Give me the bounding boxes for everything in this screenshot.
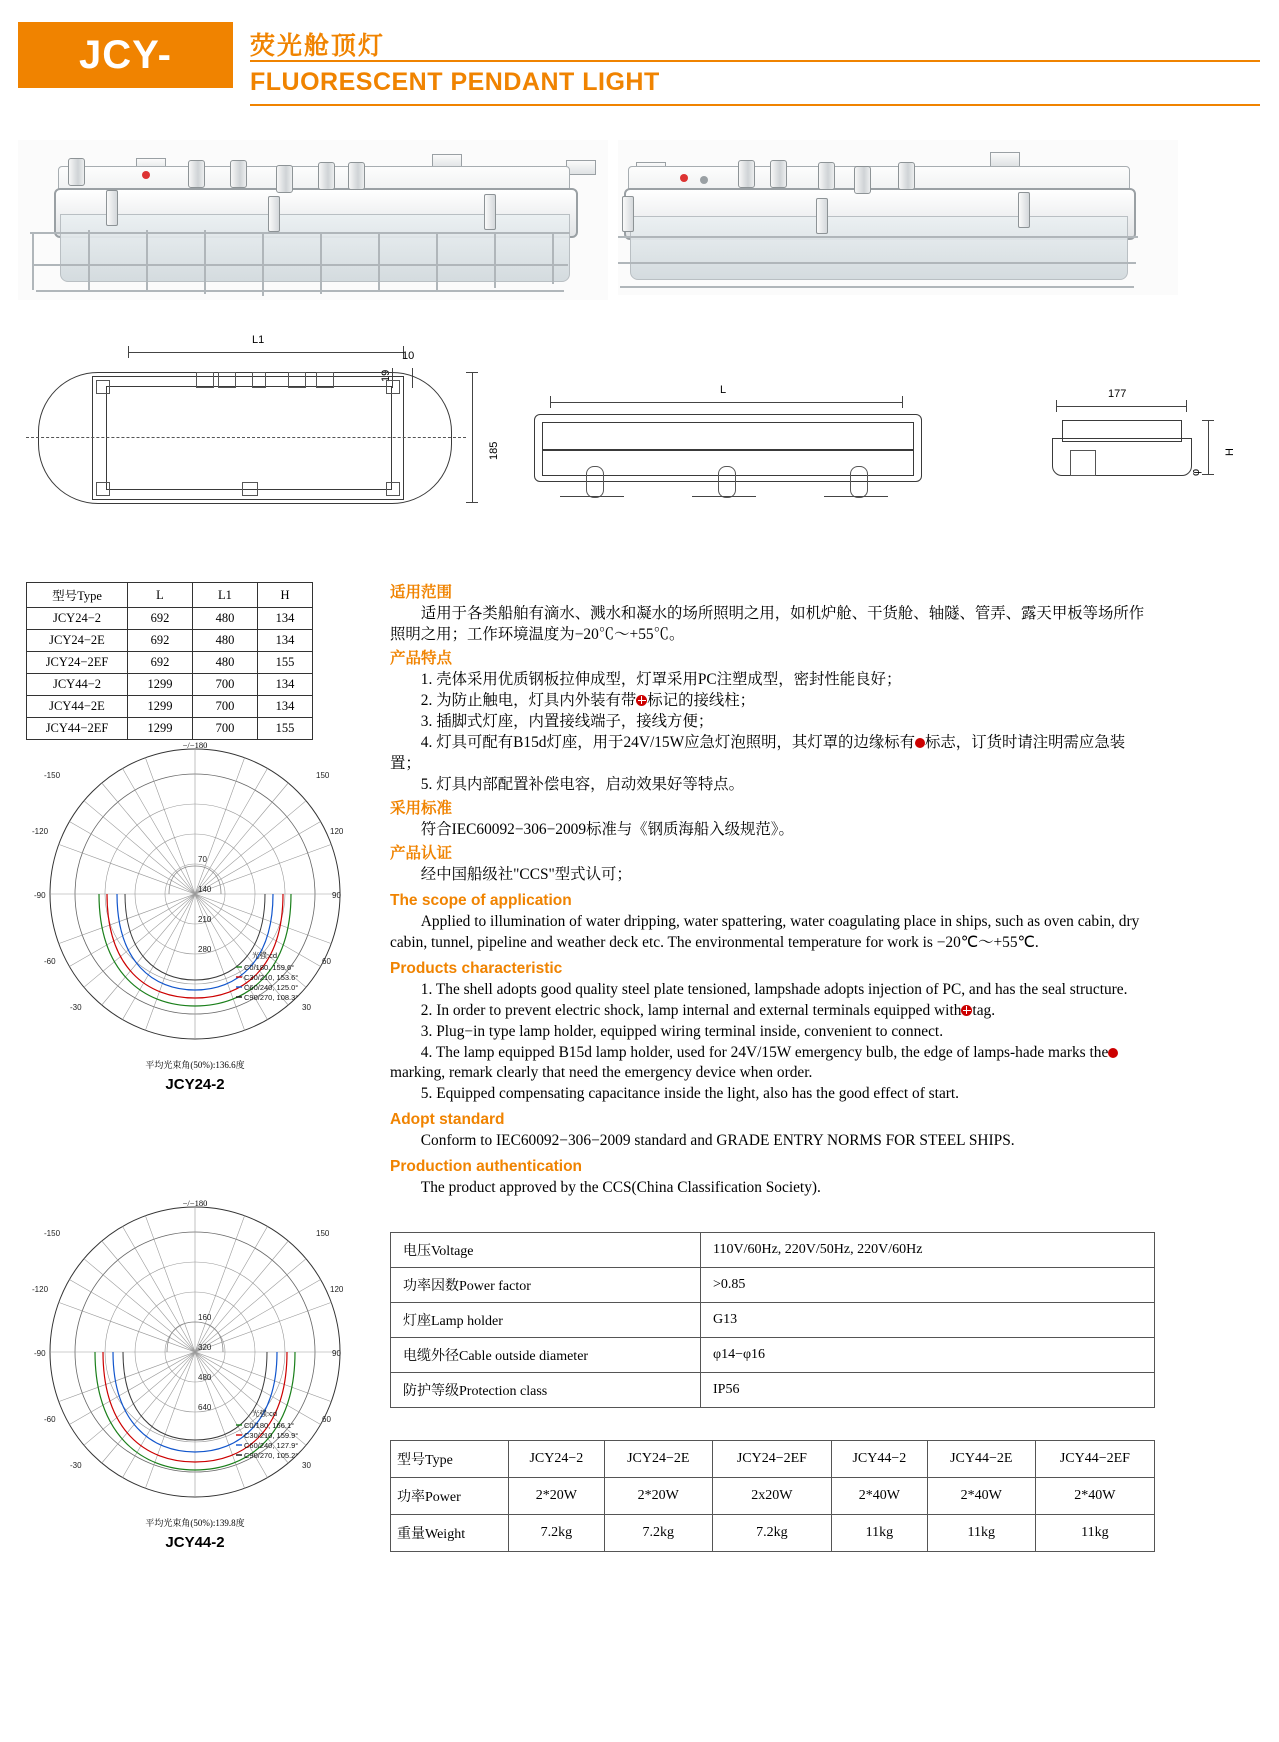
model-cell: JCY24−2E [604,1441,712,1478]
model-cell: 11kg [927,1515,1035,1552]
svg-text:-30: -30 [70,1461,82,1470]
model-cell: 7.2kg [712,1515,831,1552]
svg-text:120: 120 [330,827,344,836]
cell-h: 155 [258,718,313,740]
model-cell: 2x20W [712,1478,831,1515]
standard-cn-text: 符合IEC60092−306−2009标准与《钢质海船入级规范》。 [420,820,794,838]
table-row [27,696,313,718]
svg-text:-30: -30 [70,1003,82,1012]
feature-cn-4 [390,733,1155,775]
param-key: 电压Voltage [391,1233,701,1268]
polar1-svg [30,742,360,1072]
header-code-label: JCY- [79,32,172,77]
feature-cn-2 [390,691,1155,712]
svg-text:160: 160 [198,1313,212,1322]
table-row [27,630,313,652]
polar-diagram-jcy24-2 [30,742,360,1112]
cell-type: JCY24−2E [27,630,128,652]
cell-h: 134 [258,674,313,696]
col-l1: L1 [193,583,258,608]
dim-19: 19 [380,369,392,382]
feature-cn-5: 5. 灯具内部配置补偿电容，启动效果好等特点。 [420,775,745,793]
cell-h: 155 [258,652,313,674]
param-key: 电缆外径Cable outside diameter [391,1338,701,1373]
param-value: IP56 [701,1373,1155,1408]
red-dot-icon [915,738,925,748]
header-top-rule [250,60,1260,62]
feature-en-4 [390,1043,1155,1085]
feature-en-4-tail: marking, remark clearly that need the emergency device when order. [390,1064,813,1082]
model-cell: 2*20W [509,1478,605,1515]
feature-cn-3: 3. 插脚式灯座，内置接线端子，接线方便； [420,712,714,730]
cell-h: 134 [258,696,313,718]
param-value: >0.85 [701,1268,1155,1303]
svg-text:-60: -60 [44,957,56,966]
model-row-key: 型号Type [391,1441,509,1478]
svg-text:320: 320 [198,1343,212,1352]
dim-h: H [1224,448,1236,456]
svg-text:90: 90 [332,1349,341,1358]
table-row [27,608,313,630]
section-title-scope-cn: 适用范围 [390,584,453,601]
dimension-table [26,582,313,740]
svg-text:480: 480 [198,1373,212,1382]
model-row-key: 重量Weight [391,1515,509,1552]
svg-text:-90: -90 [34,891,46,900]
section-title-certification-cn: 产品认证 [390,844,453,862]
col-type: 型号Type [27,583,128,608]
col-h: H [258,583,313,608]
feature-en-1: 1. The shell adopts good quality steel plate tensioned, lampshade adopts injection of PC, and has the seal structure. [420,980,1128,998]
feature-cn-2-tail: 标记的接线柱； [647,691,756,709]
parameter-table [390,1232,1155,1408]
cell-h: 134 [258,630,313,652]
header-title-cn: 荧光舱顶灯 [250,32,386,60]
cell-l: 1299 [128,696,193,718]
feature-en-5: 5. Equipped compensating capacitance inside the light, also has the good effect of start. [420,1085,960,1103]
dim-l: L [720,384,727,396]
authentication-en-text: The product approved by the CCS(China Classification Society). [420,1179,821,1197]
polar-diagram-jcy44-2 [30,1200,360,1570]
table-row [27,674,313,696]
polar2-average-beam: 平均光束角(50%):139.8度 [145,1518,245,1528]
cell-type: JCY24−2 [27,608,128,630]
feature-en-2-head: 2. In order to prevent electric shock, lamp internal and external terminals equipped with [420,1001,962,1019]
param-value: G13 [701,1303,1155,1338]
svg-text:C0/180, 159.6°: C0/180, 159.6° [244,963,295,972]
cell-type: JCY44−2EF [27,718,128,740]
svg-text:60: 60 [322,1415,331,1424]
feature-cn-4-tail: 标志，订货时请注明需应急装置； [390,733,1126,772]
svg-text:C0/180, 166.1°: C0/180, 166.1° [244,1421,295,1430]
feature-cn-4-head: 4. 灯具可配有B15d灯座，用于24V/15W应急灯泡照明，其灯罩的边缘标有 [420,733,916,751]
drawing-front-view [520,370,940,520]
product-photo-right [618,140,1178,295]
section-title-scope-en: The scope of application [390,891,572,909]
standard-en-text: Conform to IEC60092−306−2009 standard and GRADE ENTRY NORMS FOR STEEL SHIPS. [420,1132,1015,1150]
svg-text:C30/210, 159.9°: C30/210, 159.9° [244,1431,299,1440]
scope-cn-text: 适用于各类船舶有滴水、溅水和凝水的场所照明之用，如机炉舱、干货舱、轴隧、管弄、露天甲板等场所作照明之用；工作环境温度为−20℃～+55℃。 [390,605,1145,644]
model-row-key: 功率Power [391,1478,509,1515]
svg-text:280: 280 [198,945,212,954]
svg-text:-60: -60 [44,1415,56,1424]
description-column [390,582,1155,1199]
model-cell: 7.2kg [604,1515,712,1552]
svg-text:光强:cd: 光强:cd [252,1409,278,1418]
svg-text:-120: -120 [32,1285,49,1294]
red-dot-icon-en [1108,1048,1118,1058]
section-title-authentication-en: Production authentication [390,1158,583,1176]
dim-10: 10 [402,350,415,362]
cell-type: JCY44−2E [27,696,128,718]
cell-l: 692 [128,630,193,652]
table-row [391,1478,1155,1515]
scope-en-text: Applied to illumination of water dripping, water spattering, water coagulating place in ships, such as oven cabin, dry cabin, tunnel, pipeline and weather deck etc. The environmental temperature for work is −20℃～+55℃. [390,912,1140,951]
section-title-standard-cn: 采用标准 [390,799,453,817]
param-key: 功率因数Power factor [391,1268,701,1303]
cell-l: 1299 [128,674,193,696]
cell-type: JCY24−2EF [27,652,128,674]
cell-type: JCY44−2 [27,674,128,696]
table-row [27,652,313,674]
svg-text:C90/270, 105.2°: C90/270, 105.2° [244,1451,299,1460]
svg-text:640: 640 [198,1403,212,1412]
dim-177: 177 [1108,388,1127,400]
col-l: L [128,583,193,608]
header-bottom-rule [250,104,1260,106]
svg-text:120: 120 [330,1285,344,1294]
svg-text:-120: -120 [32,827,49,836]
cell-l1: 700 [193,718,258,740]
cell-l1: 480 [193,652,258,674]
svg-text:C30/210, 153.6°: C30/210, 153.6° [244,973,299,982]
model-cell: JCY44−2 [831,1441,927,1478]
model-cell: 2*40W [831,1478,927,1515]
svg-text:140: 140 [198,885,212,894]
model-cell: 11kg [1035,1515,1154,1552]
cell-l: 1299 [128,718,193,740]
param-key: 灯座Lamp holder [391,1303,701,1338]
section-title-features-en: Products characteristic [390,959,563,977]
cell-l: 692 [128,608,193,630]
cell-l: 692 [128,652,193,674]
drawing-side-view [1040,380,1240,510]
table-row [391,1268,1155,1303]
svg-text:C60/240, 127.9°: C60/240, 127.9° [244,1441,299,1450]
svg-text:90: 90 [332,891,341,900]
table-row [391,1441,1155,1478]
table-row [391,1515,1155,1552]
dim-l1: L1 [252,334,265,346]
feature-en-2-tail: tag. [972,1001,996,1019]
plus-terminal-icon [636,695,647,706]
section-title-standard-en: Adopt standard [390,1111,505,1129]
dim-185: 185 [488,441,500,460]
table-row [391,1303,1155,1338]
table-row [391,1233,1155,1268]
cell-l1: 700 [193,674,258,696]
svg-text:150: 150 [316,771,330,780]
model-cell: 2*40W [927,1478,1035,1515]
product-photo-left [18,140,608,300]
cell-h: 134 [258,608,313,630]
svg-text:C60/240, 125.0°: C60/240, 125.0° [244,983,299,992]
svg-text:30: 30 [302,1003,311,1012]
param-key: 防护等级Protection class [391,1373,701,1408]
polar1-title: JCY24-2 [165,1076,225,1093]
model-cell: JCY44−2EF [1035,1441,1154,1478]
model-cell: 7.2kg [509,1515,605,1552]
cell-l1: 700 [193,696,258,718]
table-row [391,1373,1155,1408]
feature-cn-1: 1. 壳体采用优质钢板拉伸成型，灯罩采用PC注塑成型，密封性能良好； [420,671,902,689]
svg-text:-150: -150 [44,771,61,780]
certification-cn-text: 经中国船级社"CCS"型式认可； [420,865,632,883]
svg-text:60: 60 [322,957,331,966]
svg-text:光强:cd: 光强:cd [252,951,278,960]
feature-en-3: 3. Plug−in type lamp holder, equipped wiring terminal inside, convenient to connect. [420,1022,944,1040]
feature-en-4-head: 4. The lamp equipped B15d lamp holder, used for 24V/15W emergency bulb, the edge of lamps-hade marks the [420,1043,1109,1061]
table-row [391,1338,1155,1373]
dim-phi: φ [1190,468,1202,476]
table-row [27,718,313,740]
drawing-top-view [20,330,500,520]
model-cell: 2*20W [604,1478,712,1515]
svg-text:150: 150 [316,1229,330,1238]
model-cell: JCY24−2 [509,1441,605,1478]
svg-text:210: 210 [198,915,212,924]
svg-text:-90: -90 [34,1349,46,1358]
plus-terminal-icon-en [961,1005,972,1016]
svg-text:70: 70 [198,855,207,864]
polar2-svg [30,1200,360,1530]
section-title-features-cn: 产品特点 [390,649,453,667]
model-cell: JCY44−2E [927,1441,1035,1478]
feature-cn-2-head: 2. 为防止触电，灯具内外装有带 [420,691,637,709]
polar1-average-beam: 平均光束角(50%):136.6度 [145,1060,245,1070]
model-cell: JCY24−2EF [712,1441,831,1478]
feature-en-2 [390,1001,1155,1022]
table-header-row [27,583,313,608]
param-value: φ14−φ16 [701,1338,1155,1373]
cell-l1: 480 [193,608,258,630]
param-value: 110V/60Hz, 220V/50Hz, 220V/60Hz [701,1233,1155,1268]
svg-text:-150: -150 [44,1229,61,1238]
svg-text:C90/270, 108.3°: C90/270, 108.3° [244,993,299,1002]
svg-text:30: 30 [302,1461,311,1470]
polar2-title: JCY44-2 [165,1534,225,1551]
model-cell: 2*40W [1035,1478,1154,1515]
polar1-top-label: −/−180 [182,740,208,750]
model-table [390,1440,1155,1552]
model-cell: 11kg [831,1515,927,1552]
cell-l1: 480 [193,630,258,652]
header-title-en: FLUORESCENT PENDANT LIGHT [250,68,660,96]
polar2-top-label: −/−180 [182,1198,208,1208]
